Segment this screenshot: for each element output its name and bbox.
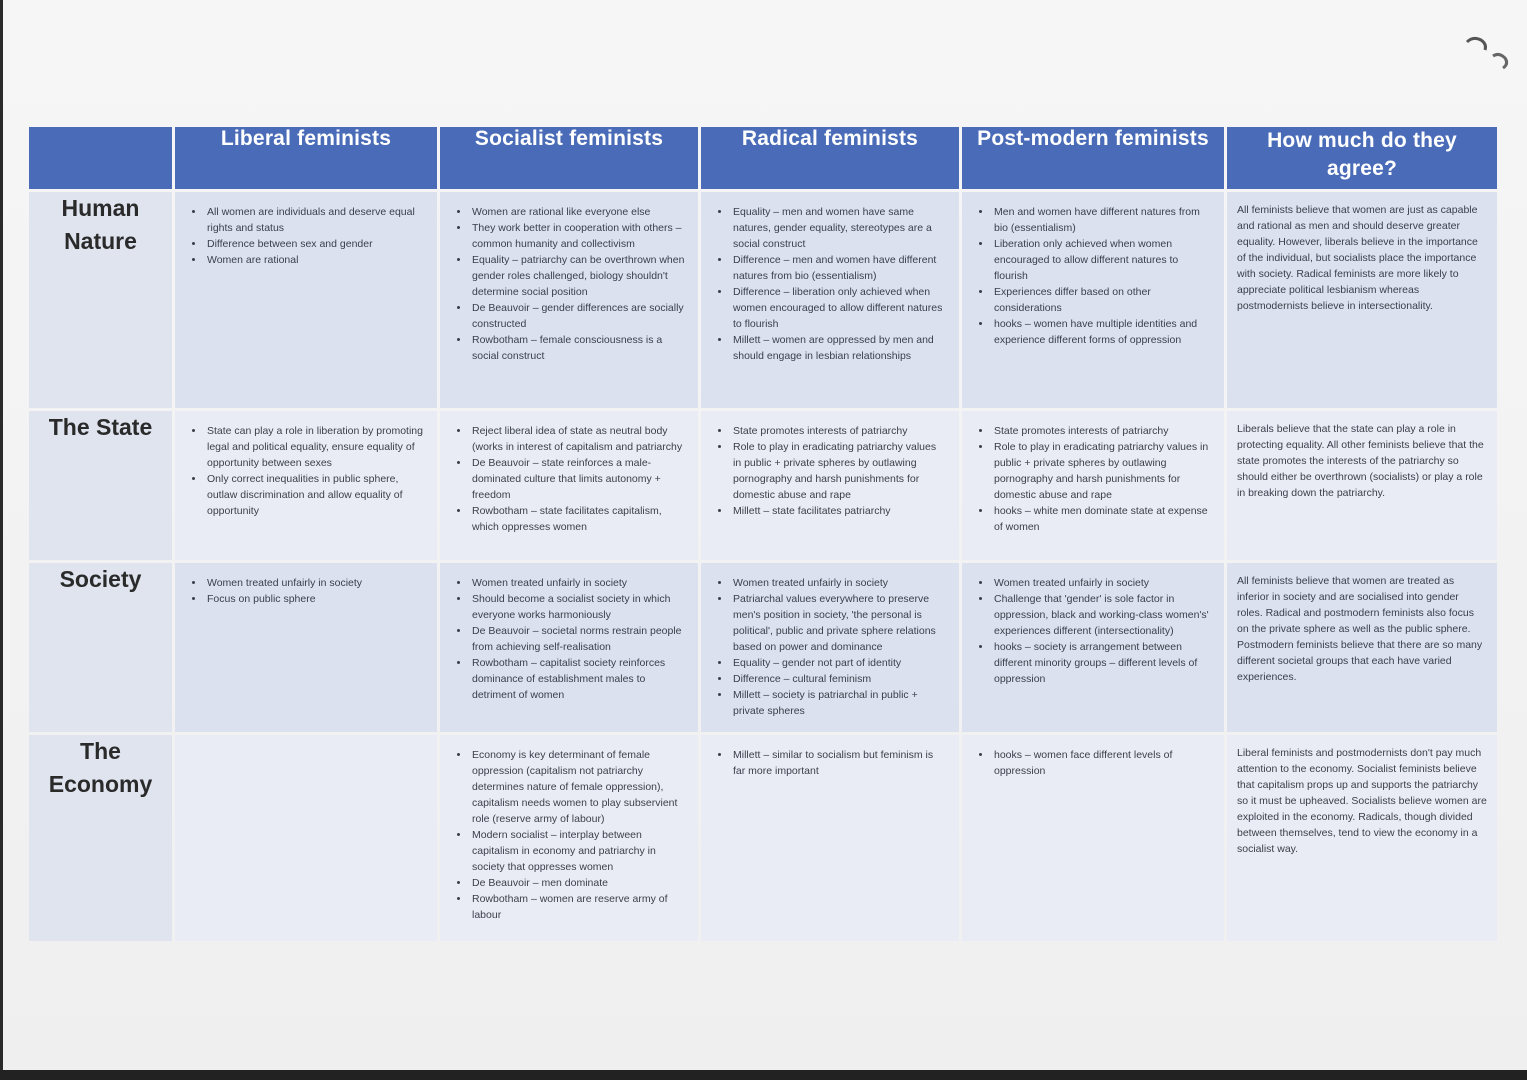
bullet-point: • Difference between sex and gender	[205, 236, 425, 252]
header-radical: Radical feminists	[701, 127, 959, 189]
scan-edge-bottom	[0, 1070, 1527, 1080]
bullet-point: • Difference – men and women have different natures from bio (essentialism)	[731, 252, 947, 284]
cell-society-postmodern	[962, 563, 1224, 693]
bullet-point: • De Beauvoir – gender differences are socially constructed	[470, 300, 686, 332]
bullet-point: • Focus on public sphere	[205, 591, 425, 607]
header-agreement-line1: How much do they	[1267, 129, 1457, 152]
bullet-point: • Rowbotham – state facilitates capitalism, which oppresses women	[470, 503, 686, 535]
bullet-point: • hooks – white men dominate state at expense of women	[992, 503, 1212, 535]
row-human-nature	[29, 192, 1497, 408]
cell-the-economy-socialist	[440, 735, 698, 929]
row-label-line: Economy	[48, 771, 153, 798]
bullet-point: • Millett – state facilitates patriarchy	[731, 503, 947, 519]
row-society	[29, 563, 1497, 733]
row-label-the-economy	[29, 735, 172, 941]
row-label-line: Society	[59, 565, 142, 592]
bullet-point: • Experiences differ based on other considerations	[992, 284, 1212, 316]
bullet-point: • They work better in cooperation with others – common humanity and collectivism	[470, 220, 686, 252]
bullet-point: • hooks – women face different levels of oppression	[992, 747, 1212, 779]
bullet-point: • Millett – society is patriarchal in public + private spheres	[731, 687, 947, 719]
bullet-point: • Difference – liberation only achieved when women encouraged to allow different natures to flourish	[731, 284, 947, 332]
row-the-economy	[29, 735, 1497, 941]
bullet-point: • Women are rational	[205, 252, 425, 268]
cell-the-economy-agreement: Liberal feminists and postmodernists don't pay much attention to the economy. Socialist feminists believe that capitalism props up and supports the patriarchy so it must be upheaved. Socialists believe women are exploited in the economy. Radicals, though divided between themselves, tend to view the economy in a socialist way.	[1237, 747, 1487, 856]
cell-the-state-agreement: Liberals believe that the state can play a role in protecting equality. All other feminists believe that the state promotes the interests of the patriarchy so should either be overthrown (socialists) or play a role in breaking down the patriarchy.	[1237, 422, 1484, 499]
bullet-point: • Millett – women are oppressed by men and should engage in lesbian relationships	[731, 332, 947, 364]
bullet-point: • hooks – society is arrangement between different minority groups – different levels of oppression	[992, 639, 1212, 687]
row-label-society	[29, 563, 172, 733]
bullet-point: • De Beauvoir – state reinforces a male-dominated culture that limits autonomy + freedom	[470, 455, 686, 503]
bullet-point: • De Beauvoir – men dominate	[470, 875, 686, 891]
bullet-point: • Economy is key determinant of female oppression (capitalism not patriarchy determines nature of female oppression), capitalism needs women to play subservient role (reserve army of labour)	[470, 747, 686, 827]
bullet-point: • Reject liberal idea of state as neutral body (works in interest of capitalism and patriarchy	[470, 423, 686, 455]
row-label-line: Human	[61, 194, 140, 221]
bullet-point: • State can play a role in liberation by promoting legal and political equality, ensure equality of opportunity between sexes	[205, 423, 425, 471]
cell-the-economy-postmodern	[962, 735, 1224, 785]
header-socialist: Socialist feminists	[440, 127, 698, 189]
scan-edge-left	[0, 0, 3, 1080]
bullet-point: • Rowbotham – women are reserve army of labour	[470, 891, 686, 923]
cell-society-socialist	[440, 563, 698, 709]
cell-human-nature-liberal	[175, 192, 437, 274]
cell-society-radical	[701, 563, 959, 725]
bullet-point: • Role to play in eradicating patriarchy values in public + private spheres by outlawing pornography and harsh punishments for domestic abuse and rape	[992, 439, 1212, 503]
staple-mark-icon	[1459, 30, 1519, 90]
row-label-line: Nature	[64, 227, 137, 254]
bullet-point: • Rowbotham – female consciousness is a social construct	[470, 332, 686, 364]
bullet-point: • Challenge that 'gender' is sole factor in oppression, black and working-class women's' experiences different (intersectionality)	[992, 591, 1212, 639]
bullet-point: • Men and women have different natures from bio (essentialism)	[992, 204, 1212, 236]
cell-society-liberal	[175, 563, 437, 613]
cell-the-state-postmodern	[962, 411, 1224, 541]
cell-society-agreement: All feminists believe that women are treated as inferior in society and are socialised into gender roles. Radical and postmodern feminists also focus on the private sphere as well as the public sphere. Postmodern feminists believe that there are so many different societal groups that each have varied experiences.	[1237, 574, 1483, 683]
row-the-state	[29, 411, 1497, 560]
bullet-point: • Women treated unfairly in society	[205, 575, 425, 591]
row-label-line: The State	[48, 413, 153, 440]
bullet-point: • Rowbotham – capitalist society reinforces dominance of establishment males to detriment of women	[470, 655, 686, 703]
bullet-point: • State promotes interests of patriarchy	[992, 423, 1212, 439]
bullet-point: • Women are rational like everyone else	[470, 204, 686, 220]
bullet-point: • Equality – patriarchy can be overthrown when gender roles challenged, biology shouldn't determine social position	[470, 252, 686, 300]
bullet-point: • Liberation only achieved when women encouraged to allow different natures to flourish	[992, 236, 1212, 284]
row-label-line: The	[80, 738, 121, 765]
cell-human-nature-postmodern	[962, 192, 1224, 354]
cell-the-state-socialist	[440, 411, 698, 541]
bullet-point: • All women are individuals and deserve equal rights and status	[205, 204, 425, 236]
bullet-point: • Women treated unfairly in society	[731, 575, 947, 591]
bullet-point: • De Beauvoir – societal norms restrain people from achieving self-realisation	[470, 623, 686, 655]
bullet-point: • Role to play in eradicating patriarchy values in public + private spheres by outlawing pornography and harsh punishments for domestic abuse and rape	[731, 439, 947, 503]
row-label-the-state	[29, 411, 172, 560]
bullet-point: • Only correct inequalities in public sphere, outlaw discrimination and allow equality of opportunity	[205, 471, 425, 519]
bullet-point: • Modern socialist – interplay between capitalism in economy and patriarchy in society that oppresses women	[470, 827, 686, 875]
header-postmodern: Post-modern feminists	[962, 127, 1224, 189]
header-row	[29, 127, 1497, 189]
header-liberal: Liberal feminists	[175, 127, 437, 189]
feminism-comparison-table	[26, 124, 1500, 944]
bullet-point: • Women treated unfairly in society	[992, 575, 1212, 591]
bullet-point: • State promotes interests of patriarchy	[731, 423, 947, 439]
cell-the-economy-radical	[701, 735, 959, 785]
bullet-point: • Equality – men and women have same natures, gender equality, stereotypes are a social construct	[731, 204, 947, 252]
cell-the-state-radical	[701, 411, 959, 525]
header-agreement	[1227, 127, 1497, 189]
bullet-point: • Equality – gender not part of identity	[731, 655, 947, 671]
bullet-point: • Difference – cultural feminism	[731, 671, 947, 687]
bullet-point: • hooks – women have multiple identities and experience different forms of oppression	[992, 316, 1212, 348]
cell-human-nature-radical	[701, 192, 959, 370]
bullet-point: • Patriarchal values everywhere to preserve men's position in society, 'the personal is political', public and private sphere relations based on power and dominance	[731, 591, 947, 655]
cell-the-state-liberal	[175, 411, 437, 525]
header-agreement-line2: agree?	[1326, 157, 1398, 180]
row-label-human-nature	[29, 192, 172, 408]
bullet-point: • Women treated unfairly in society	[470, 575, 686, 591]
bullet-point: • Should become a socialist society in which everyone works harmoniously	[470, 591, 686, 623]
cell-human-nature-agreement: All feminists believe that women are just as capable and rational as men and should deserve greater equality. However, liberals believe in the importance of the individual, but socialists place the importance with society. Radical feminists are more likely to appreciate political lesbianism whereas postmodernists believe in intersectionality.	[1237, 203, 1478, 312]
bullet-point: • Millett – similar to socialism but feminism is far more important	[731, 747, 947, 779]
cell-human-nature-socialist	[440, 192, 698, 370]
corner-header	[29, 127, 172, 189]
cell-the-economy-liberal	[175, 735, 437, 753]
